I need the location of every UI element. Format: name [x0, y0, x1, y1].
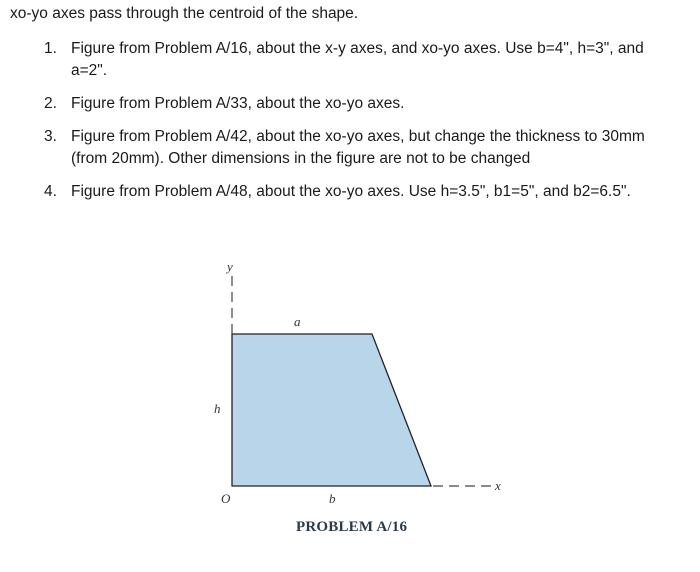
list-item	[44, 38, 684, 82]
origin-label: O	[221, 491, 231, 506]
item-number: 4.	[44, 183, 57, 200]
dimension-h-label: h	[214, 401, 221, 416]
x-axis-label: x	[495, 478, 501, 493]
item-number: 2.	[44, 95, 57, 112]
intro-text: xo-yo axes pass through the centroid of the shape.	[10, 5, 359, 22]
list-item	[44, 93, 684, 115]
figure-caption: PROBLEM A/16	[296, 519, 408, 535]
list-item	[44, 126, 684, 170]
list-item	[44, 181, 684, 203]
item-text-continued: (from 20mm). Other dimensions in the figure are not to be changed	[71, 150, 531, 167]
figure-drawing	[195, 255, 525, 545]
item-text: Figure from Problem A/16, about the x-y axes, and xo-yo axes. Use b=4", h=3", and a=2".	[71, 40, 644, 79]
item-text: Figure from Problem A/33, about the xo-yo axes.	[71, 95, 405, 112]
dimension-a-label: a	[294, 314, 301, 329]
item-text: Figure from Problem A/42, about the xo-yo axes, but change the thickness to 30mm	[71, 128, 645, 145]
problem-list	[44, 38, 684, 214]
item-number: 1.	[44, 40, 57, 57]
item-text: Figure from Problem A/48, about the xo-yo axes. Use h=3.5", b1=5", and b2=6.5".	[71, 183, 631, 200]
dimension-b-label: b	[329, 491, 336, 506]
item-number: 3.	[44, 128, 57, 145]
trapezoid-shape	[232, 334, 431, 486]
y-axis-label: y	[227, 259, 233, 274]
trapezoid-figure	[195, 255, 525, 545]
